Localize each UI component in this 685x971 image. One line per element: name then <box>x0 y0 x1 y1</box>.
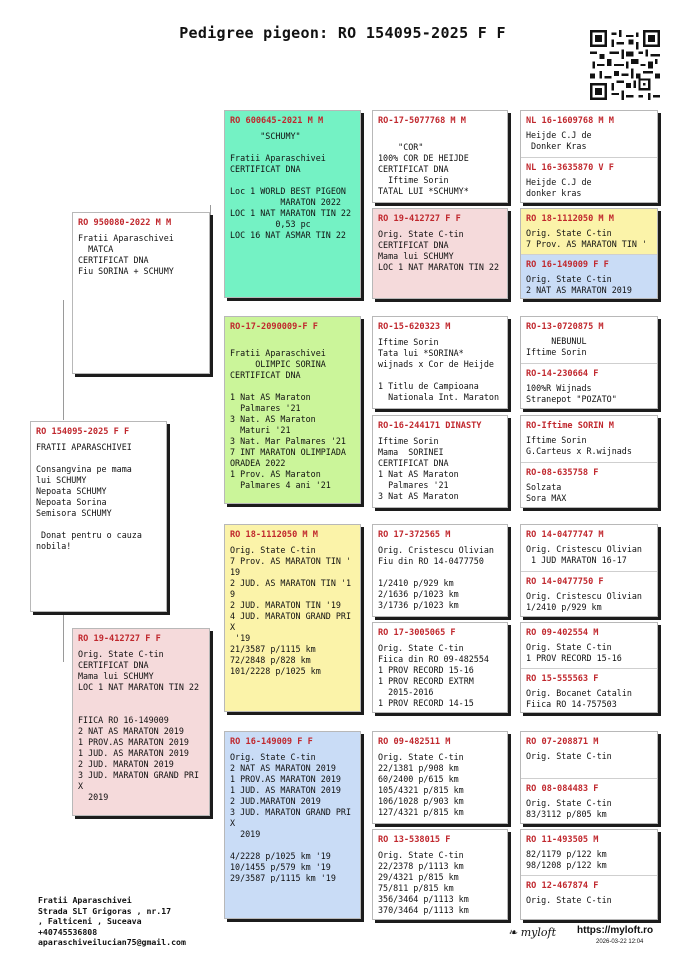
generated-date: 2026-03-22 12:04 <box>596 939 644 945</box>
pigeon-info: Orig. State C-tin <box>526 895 612 905</box>
owner-email[interactable]: aparaschiveilucian75@gmail.com <box>38 937 186 947</box>
pigeon-id: RO 17-3005065 F <box>378 628 456 638</box>
pigeon-id: RO-16-244171 DINASTY <box>378 421 482 431</box>
pair-card[interactable] <box>520 622 658 713</box>
pigeon-info: Orig. State C-tin 1 PROV RECORD 15-16 <box>526 642 622 663</box>
pigeon-id: RO 12-467874 F <box>526 881 599 891</box>
pigeon-id: RO 154095-2025 F F <box>36 427 130 437</box>
pigeon-id: RO 08-084483 F <box>526 784 599 794</box>
pair-card[interactable] <box>520 415 658 508</box>
pair-top[interactable] <box>521 623 657 668</box>
pigeon-info: Orig. Cristescu Olivian 1 JUD MARATON 16-17 <box>526 544 642 565</box>
pigeon-id: RO 11-493505 M <box>526 835 599 845</box>
pigeon-id: RO 950080-2022 M M <box>78 218 172 228</box>
pigeon-id: NL 16-3635870 V F <box>526 163 614 173</box>
pair-top[interactable] <box>521 416 657 462</box>
great-grandparent-card[interactable] <box>372 524 508 617</box>
pigeon-info: Iftime Sorin Mama SORINEI CERTIFICAT DNA 1 Nat AS Maraton Palmares '21 3 Nat AS Maraton <box>378 436 459 501</box>
owner-name: Fratii Aparaschivei <box>38 895 132 905</box>
pigeon-info: Orig. State C-tin 2 NAT AS MARATON 2019 1 PROV.AS MARATON 2019 1 JUD. AS MARATON 2019 2 JUD.MARATON 2019 3 JUD. MARATON GRAND PRI X 2019 4/2228 p/1025 km '19 10/1455 p/579 km '19 29/3587 p/1115 km '19 <box>230 752 352 883</box>
pigeon-info: Orig. State C-tin 7 Prov. AS MARATON TIN ' 19 2 JUD. AS MARATON TIN '1 9 2 JUD. MARATON TIN '19 4 JUD. MARATON GRAND PRI X '19 21/3587 p/1115 km 72/2848 p/828 km 101/2228 p/1025 km <box>230 545 352 676</box>
pigeon-id: RO 600645-2021 M M <box>230 116 324 126</box>
great-grandparent-card[interactable] <box>372 415 508 508</box>
pigeon-id: RO-13-0720875 M <box>526 322 604 332</box>
pigeon-info: Orig. Bocanet Catalin Fiica RO 14-757503 <box>526 688 632 709</box>
pair-top[interactable] <box>521 209 657 254</box>
owner-address-line2: , Falticeni , Suceava <box>38 916 142 926</box>
pigeon-id: RO 15-555563 F <box>526 674 599 684</box>
pigeon-id: RO-15-620323 M <box>378 322 451 332</box>
grandparent-card[interactable] <box>224 110 361 298</box>
pigeon-id: RO 14-0477747 M <box>526 530 604 540</box>
pigeon-info: Orig. State C-tin 22/2378 p/1113 km 29/4321 p/815 km 75/811 p/815 km 356/3464 p/1113 km 370/3464 p/1113 km <box>378 850 469 915</box>
pair-bottom[interactable] <box>521 463 657 508</box>
pair-top[interactable] <box>521 525 657 571</box>
pair-top[interactable] <box>521 732 657 778</box>
pigeon-info: 100%R Wijnads Stranepot "POZATO" <box>526 383 617 404</box>
pigeon-info: Orig. State C-tin CERTIFICAT DNA Mama lui SCHUMY LOC 1 NAT MARATON TIN 22 FIICA RO 16-149009 2 NAT AS MARATON 2019 1 PROV.AS MARATON 2019 1 JUD. AS MARATON 2019 2 JUD. MARATON 2019 3 JUD. MARATON GRAND PRI X 2019 <box>78 649 200 802</box>
pair-bottom[interactable] <box>521 572 657 617</box>
pigeon-id: NL 16-1609768 M M <box>526 116 614 126</box>
pair-card[interactable] <box>520 829 658 920</box>
connector-line <box>210 205 211 317</box>
pigeon-id: RO-17-5077768 M M <box>378 116 466 126</box>
grandparent-card[interactable] <box>224 731 361 919</box>
great-grandparent-card[interactable] <box>372 731 508 824</box>
pair-card[interactable] <box>520 110 658 203</box>
pigeon-info: "COR" 100% COR DE HEIJDE CERTIFICAT DNA Iftime Sorin TATAL LUI *SCHUMY* <box>378 142 469 196</box>
pigeon-info: Orig. State C-tin 22/1381 p/908 km 60/2400 p/615 km 105/4321 p/815 km 106/1028 p/903 km 127/4321 p/815 km <box>378 752 464 817</box>
great-grandparent-card[interactable] <box>372 208 508 299</box>
pigeon-info: "SCHUMY" Fratii Aparaschivei CERTIFICAT DNA Loc 1 WORLD BEST PIGEON MARATON 2022 LOC 1 NAT MARATON TIN 22 0,53 pc LOC 16 NAT ASMAR TIN 22 <box>230 131 352 240</box>
qr-code-icon <box>590 30 660 100</box>
pair-card[interactable] <box>520 524 658 617</box>
pigeon-id: RO 17-372565 M <box>378 530 451 540</box>
pair-bottom[interactable] <box>521 158 657 203</box>
connector-line <box>63 300 64 420</box>
pigeon-info: Iftime Sorin Tata lui *SORINA* wijnads x Cor de Heijde 1 Titlu de Campioana Nationala Int. Maraton <box>378 337 500 402</box>
pair-bottom[interactable] <box>521 255 657 299</box>
pair-card[interactable] <box>520 731 658 824</box>
pigeon-id: RO 09-402554 M <box>526 628 599 638</box>
pigeon-info: Orig. State C-tin 7 Prov. AS MARATON TIN ' <box>526 228 648 249</box>
pigeon-id: RO-17-2090009-F F <box>230 322 318 332</box>
grandparent-card[interactable] <box>224 316 361 504</box>
pigeon-id: RO 14-0477750 F <box>526 577 604 587</box>
pigeon-info: 82/1179 p/122 km 98/1208 p/122 km <box>526 849 607 870</box>
subject-pigeon-card[interactable] <box>30 421 167 612</box>
pigeon-info: Solzata Sora MAX <box>526 482 567 503</box>
pair-bottom[interactable] <box>521 876 657 920</box>
pigeon-id: RO 07-208871 M <box>526 737 599 747</box>
website-link[interactable]: https://myloft.ro <box>577 925 654 936</box>
great-grandparent-card[interactable] <box>372 316 508 409</box>
pigeon-id: RO 16-149009 F F <box>526 260 609 270</box>
owner-contact <box>38 895 186 948</box>
pigeon-info: Iftime Sorin G.Carteus x R.wijnads <box>526 435 632 456</box>
pigeon-id: RO-08-635758 F <box>526 468 599 478</box>
pigeon-id: RO 18-1112050 M M <box>230 530 318 540</box>
great-grandparent-card[interactable] <box>372 622 508 713</box>
logo-text: myloft <box>520 926 556 939</box>
pigeon-info: Heijde C.J de Donker Kras <box>526 130 592 151</box>
pair-bottom[interactable] <box>521 669 657 713</box>
owner-phone: +40745536808 <box>38 926 98 937</box>
pigeon-id: RO 16-149009 F F <box>230 737 313 747</box>
page-title: Pedigree pigeon: RO 154095-2025 F F <box>179 24 506 42</box>
pigeon-id: RO 19-412727 F F <box>78 634 161 644</box>
dam-card[interactable] <box>72 628 210 816</box>
pair-top[interactable] <box>521 830 657 875</box>
pigeon-info: Orig. State C-tin CERTIFICAT DNA Mama lui SCHUMY LOC 1 NAT MARATON TIN 22 <box>378 229 500 272</box>
pair-top[interactable] <box>521 317 657 363</box>
pigeon-id: RO 19-412727 F F <box>378 214 461 224</box>
pigeon-id: RO-14-230664 F <box>526 369 599 379</box>
great-grandparent-card[interactable] <box>372 110 508 203</box>
pigeon-icon: ❧ <box>508 926 518 939</box>
connector-line <box>210 712 211 812</box>
pigeon-info: Orig. Cristescu Olivian Fiu din RO 14-0477750 1/2410 p/929 km 2/1636 p/1023 km 3/1736 p/1023 km <box>378 545 494 610</box>
pair-bottom[interactable] <box>521 364 657 409</box>
pair-card[interactable] <box>520 316 658 409</box>
pigeon-info: Orig. State C-tin 83/3112 p/805 km <box>526 798 612 819</box>
pigeon-info: NEBUNUL Iftime Sorin <box>526 336 587 357</box>
pigeon-info: Orig. State C-tin 2 NAT AS MARATON 2019 <box>526 274 632 295</box>
sire-card[interactable] <box>72 212 210 374</box>
myloft-logo <box>508 926 556 939</box>
pair-card[interactable] <box>520 208 658 299</box>
pigeon-id: RO-Iftime SORIN M <box>526 421 614 431</box>
pigeon-info: Heijde C.J de donker kras <box>526 177 592 198</box>
pigeon-info: FRATII APARASCHIVEI Consangvina pe mama lui SCHUMY Nepoata SCHUMY Nepoata Sorina Semisora SCHUMY Donat pentru o cauza nobila! <box>36 442 142 551</box>
pigeon-id: RO 09-482511 M <box>378 737 451 747</box>
pair-bottom[interactable] <box>521 779 657 824</box>
great-grandparent-card[interactable] <box>372 829 508 920</box>
connector-line <box>63 612 64 662</box>
grandparent-card[interactable] <box>224 524 361 712</box>
pigeon-info: Fratii Aparaschivei OLIMPIC SORINA CERTIFICAT DNA 1 Nat AS Maraton Palmares '21 3 Nat. AS Maraton Maturi '21 3 Nat. Mar Palmares '21 7 INT MARATON OLIMPIADA ORADEA 2022 1 Prov. AS Maraton Palmares 4 ani '21 <box>230 348 346 490</box>
pigeon-info: Orig. Cristescu Olivian 1/2410 p/929 km <box>526 591 642 612</box>
pigeon-info: Orig. State C-tin <box>526 751 612 761</box>
pair-top[interactable] <box>521 111 657 157</box>
pigeon-id: RO 18-1112050 M M <box>526 214 614 224</box>
owner-address-line1: Strada SLT Grigoras , nr.17 <box>38 905 172 916</box>
pigeon-info: Orig. State C-tin Fiica din RO 09-482554 1 PROV RECORD 15-16 1 PROV RECORD EXTRM 2015-2016 1 PROV RECORD 14-15 <box>378 643 489 708</box>
pigeon-info: Fratii Aparaschivei MATCA CERTIFICAT DNA Fiu SORINA + SCHUMY <box>78 233 174 276</box>
pigeon-id: RO 13-538015 F <box>378 835 451 845</box>
